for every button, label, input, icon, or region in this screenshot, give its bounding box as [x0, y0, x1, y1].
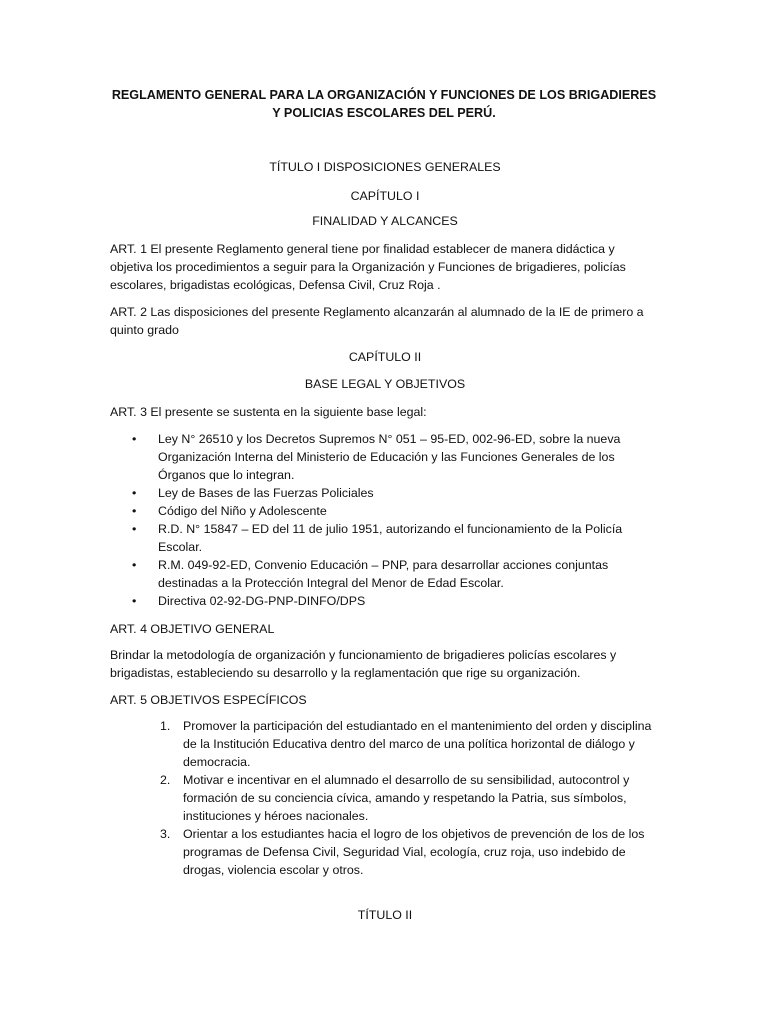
list-item — [110, 592, 662, 610]
list-item — [110, 520, 662, 556]
art-3-paragraph: ART. 3 El presente se sustenta en la siguiente base legal: — [110, 405, 427, 419]
list-item-text: Ley de Bases de las Fuerzas Policiales — [158, 486, 374, 500]
art-4-paragraph: Brindar la metodología de organización y funcionamiento de brigadieres policías escolares y brigadistas, estableciendo su desarrollo y la reglamentación que rige su organización. — [110, 648, 617, 680]
capitulo-1-heading: CAPÍTULO I — [350, 189, 420, 203]
art-4-heading: ART. 4 OBJETIVO GENERAL — [110, 622, 275, 636]
art-1-paragraph: ART. 1 El presente Reglamento general tiene por finalidad establecer de manera didáctica y objetiva los procedimientos a seguir para la Organización y Funciones de brigadieres, policías escolares, brigadistas ecológicas, Defensa Civil, Cruz Roja . — [110, 242, 626, 292]
list-number: 2. — [160, 773, 171, 787]
capitulo-2-name: BASE LEGAL Y OBJETIVOS — [304, 377, 466, 391]
list-item-text: Orientar a los estudiantes hacia el logro de los objetivos de prevención de los de los programas de Defensa Civil, Seguridad Vial, ecología, cruz roja, uso indebido de drogas, violencia escolar y otros. — [183, 827, 645, 877]
list-item — [110, 717, 662, 771]
list-item-text: R.M. 049-92-ED, Convenio Educación – PNP, para desarrollar acciones conjuntas destinadas a la Protección Integral del Menor de Edad Escolar. — [158, 558, 609, 590]
capitulo-1-name: FINALIDAD Y ALCANCES — [312, 214, 458, 228]
list-item-text: R.D. N° 15847 – ED del 11 de julio 1951, autorizando el funcionamiento de la Policía Escolar. — [158, 522, 623, 554]
list-item-text: Motivar e incentivar en el alumnado el desarrollo de su sensibilidad, autocontrol y formación de su conciencia cívica, amando y respetando la Patria, sus símbolos, instituciones y héroes nacionales. — [183, 773, 630, 823]
bullet-icon: • — [132, 432, 137, 446]
list-number: 3. — [160, 827, 171, 841]
list-item — [110, 484, 662, 502]
titulo-1-heading: TÍTULO I DISPOSICIONES GENERALES — [269, 160, 501, 174]
list-item-text: Ley N° 26510 y los Decretos Supremos N° 051 – 95-ED, 002-96-ED, sobre la nueva Organización Interna del Ministerio de Educación y las Funciones Generales de los Órganos que lo integran. — [158, 432, 621, 482]
list-item-text: Directiva 02-92-DG-PNP-DINFO/DPS — [158, 594, 366, 608]
list-item — [110, 771, 662, 825]
list-item-text: Código del Niño y Adolescente — [158, 504, 327, 518]
bullet-icon: • — [132, 558, 137, 572]
bullet-icon: • — [132, 594, 137, 608]
bullet-icon: • — [132, 504, 137, 518]
titulo-2-heading: TÍTULO II — [357, 908, 413, 922]
capitulo-2-heading: CAPÍTULO II — [348, 350, 422, 364]
list-item — [110, 502, 662, 520]
bullet-icon: • — [132, 486, 137, 500]
list-number: 1. — [160, 719, 171, 733]
art-2-paragraph: ART. 2 Las disposiciones del presente Reglamento alcanzarán al alumnado de la IE de primero a quinto grado — [110, 305, 644, 337]
list-item — [110, 825, 662, 879]
legal-basis-list — [110, 430, 662, 610]
list-item — [110, 430, 662, 484]
document-title: REGLAMENTO GENERAL PARA LA ORGANIZACIÓN Y FUNCIONES DE LOS BRIGADIERES Y POLICIAS ESCOLARES DEL PERÚ. — [111, 88, 657, 120]
list-item — [110, 556, 662, 592]
art-5-heading: ART. 5 OBJETIVOS ESPECÍFICOS — [110, 693, 307, 707]
bullet-icon: • — [132, 522, 137, 536]
list-item-text: Promover la participación del estudiantado en el mantenimiento del orden y disciplina de la Institución Educativa dentro del marco de una política horizontal de diálogo y democracia. — [183, 719, 652, 769]
specific-objectives-list — [110, 717, 662, 879]
